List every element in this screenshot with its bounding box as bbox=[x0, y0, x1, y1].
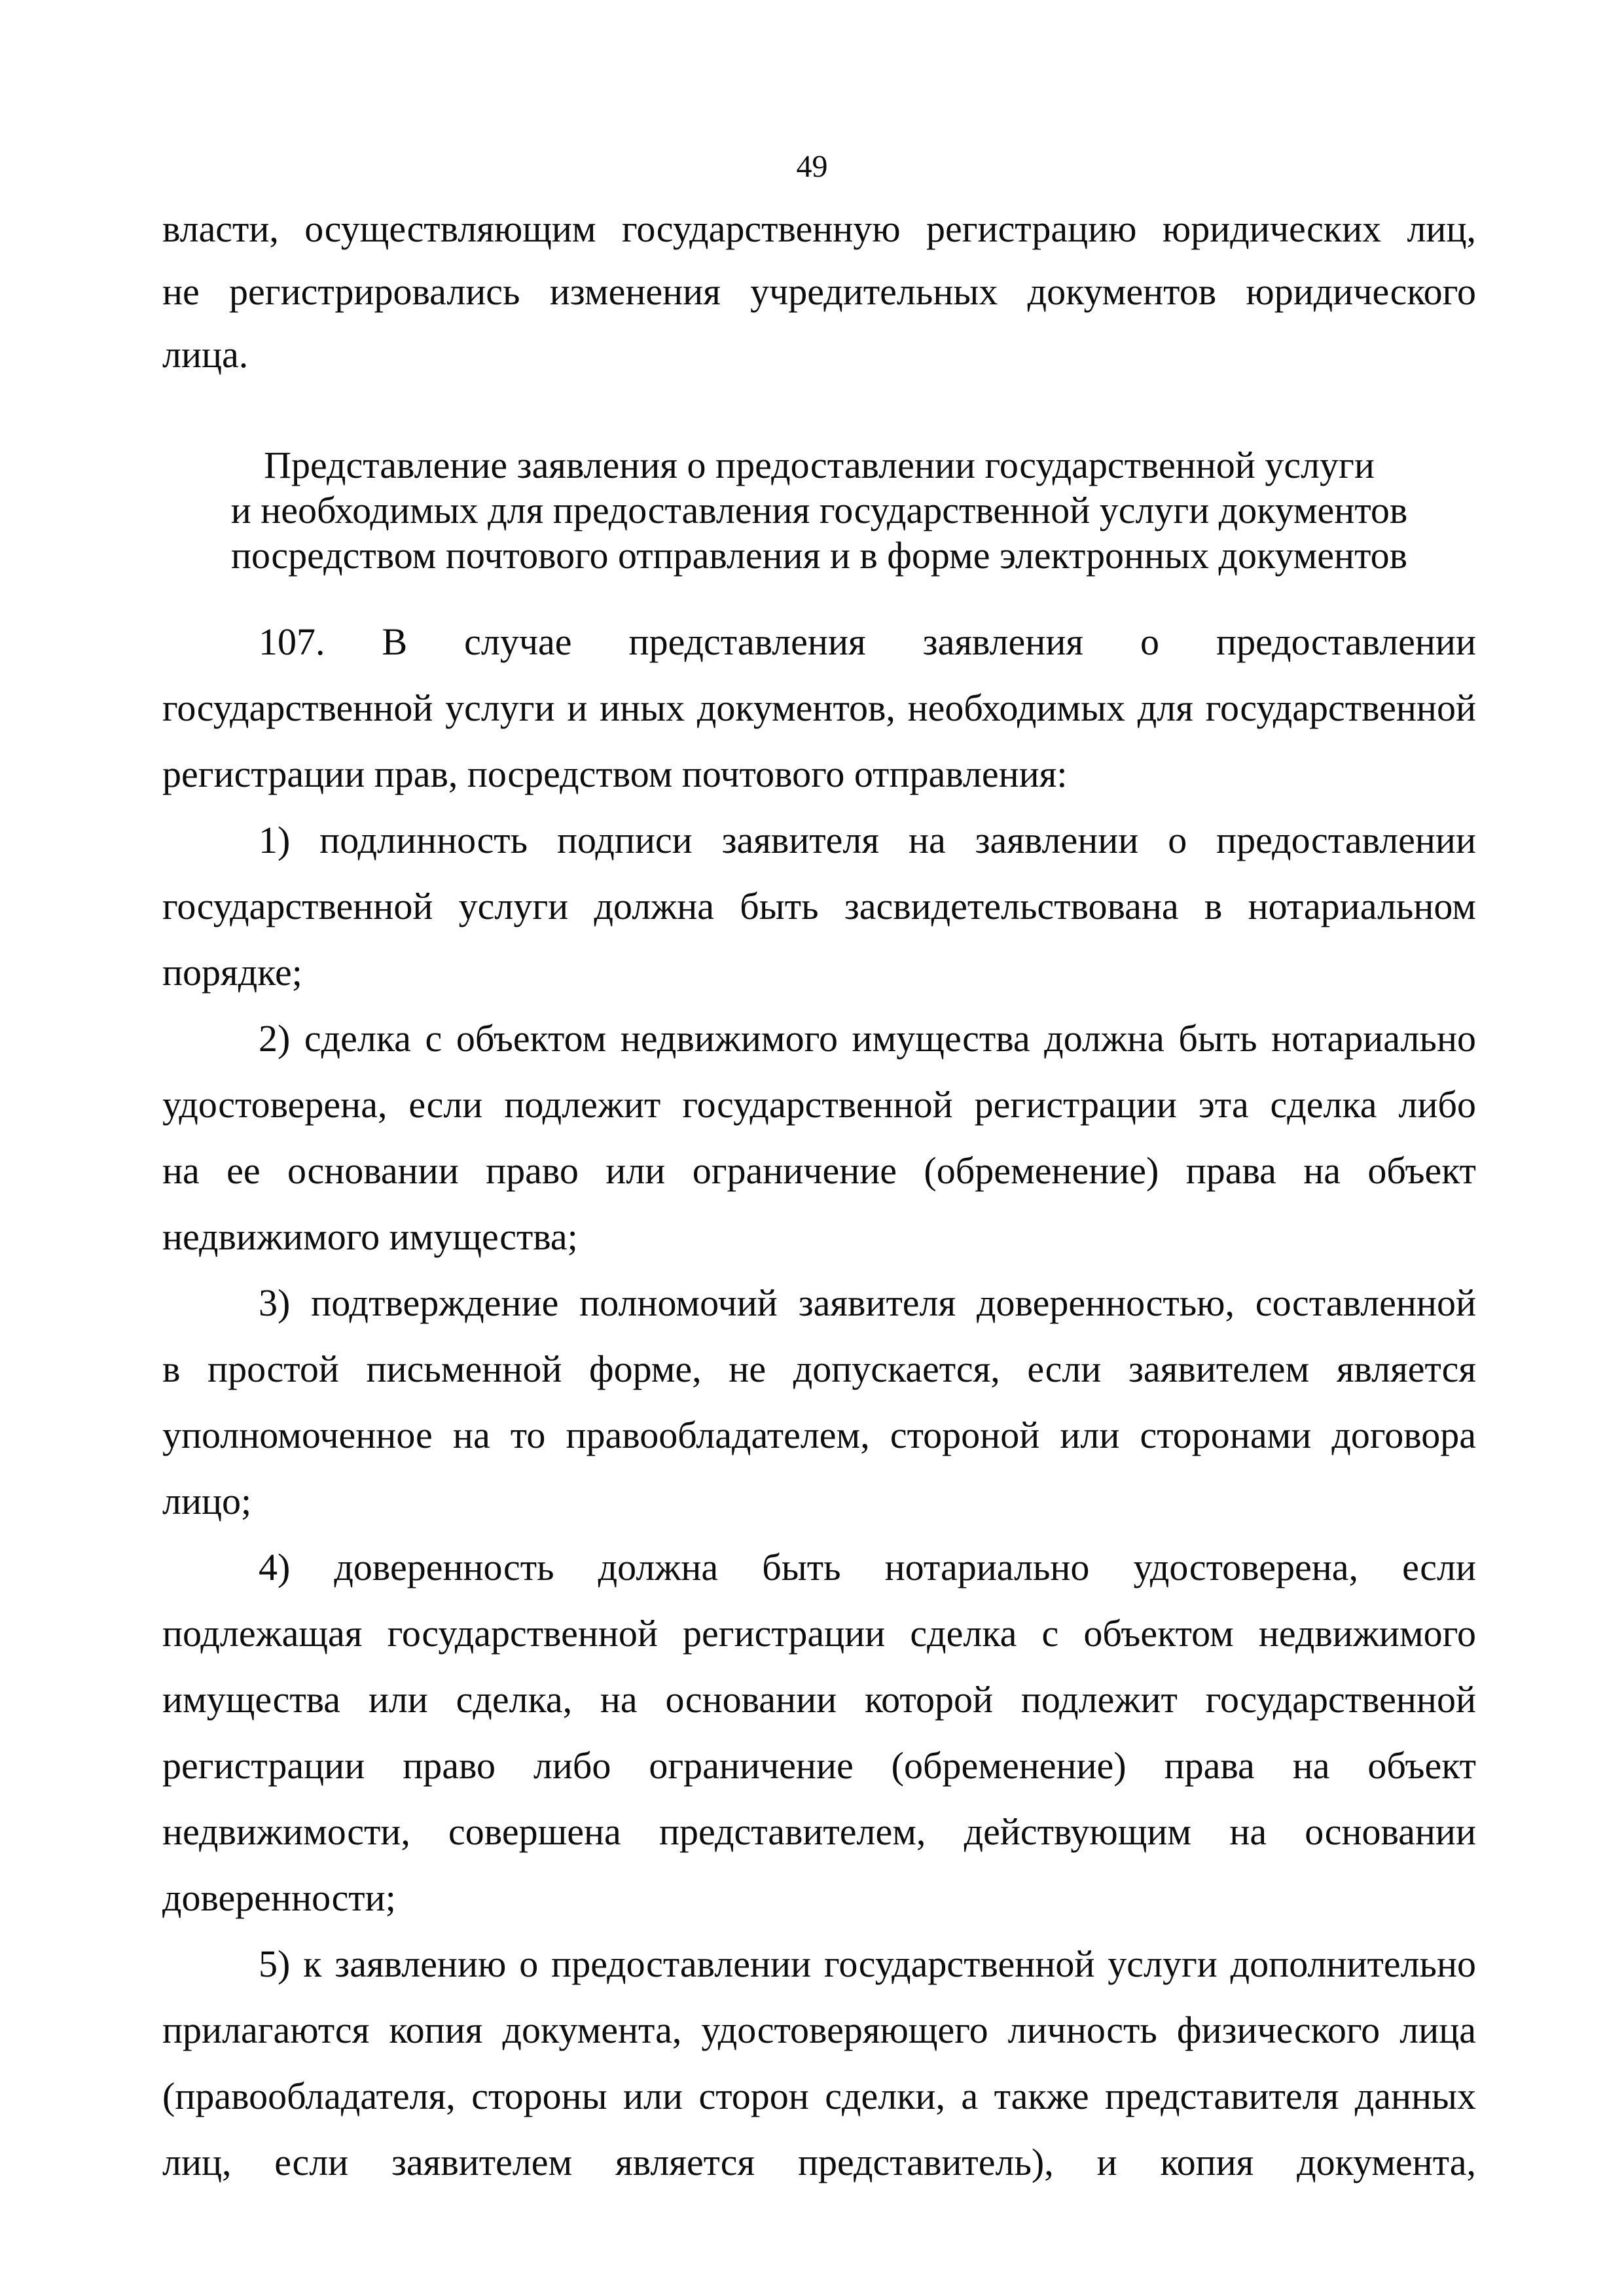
text-line: имущества или сделка, на основании которой подлежит государственной bbox=[162, 1678, 1476, 1721]
text-line: регистрации право либо ограничение (обременение) права на объект bbox=[162, 1744, 1476, 1787]
section-heading-line: посредством почтового отправления и в форме электронных документов bbox=[230, 534, 1408, 577]
text-line: недвижимости, совершена представителем, действующим на основании bbox=[162, 1810, 1476, 1853]
list-item-3 bbox=[162, 1270, 1476, 1534]
text-line: удостоверена, если подлежит государственной регистрации эта сделка либо bbox=[162, 1083, 1476, 1126]
text-line: лица. bbox=[162, 333, 249, 376]
text-line: 107. В случае представления заявления о предоставлении bbox=[259, 620, 1476, 663]
text-line: регистрации прав, посредством почтового отправления: bbox=[162, 753, 1068, 795]
section-heading-line: и необходимых для предоставления государственной услуги документов bbox=[230, 489, 1408, 531]
text-line: 3) подтверждение полномочий заявителя доверенностью, составленной bbox=[259, 1282, 1476, 1324]
text-line: не регистрировались изменения учредительных документов юридического bbox=[162, 270, 1476, 313]
text-line: 2) сделка с объектом недвижимого имущества должна быть нотариально bbox=[259, 1017, 1476, 1060]
text-line: государственной услуги и иных документов, необходимых для государственной bbox=[162, 687, 1476, 729]
text-line: уполномоченное на то правообладателем, стороной или сторонами договора bbox=[162, 1414, 1476, 1456]
page-number: 49 bbox=[796, 149, 828, 184]
text-line: в простой письменной форме, не допускается, если заявителем является bbox=[162, 1348, 1477, 1390]
text-line: 5) к заявлению о предоставлении государственной услуги дополнительно bbox=[259, 1943, 1476, 1985]
text-line: государственной услуги должна быть засвидетельствована в нотариальном bbox=[162, 885, 1476, 927]
text-line: лицо; bbox=[162, 1480, 252, 1522]
text-line: на ее основании право или ограничение (обременение) права на объект bbox=[162, 1149, 1476, 1192]
text-line: власти, осуществляющим государственную регистрацию юридических лиц, bbox=[162, 207, 1476, 250]
text-line: подлежащая государственной регистрации сделка с объектом недвижимого bbox=[162, 1612, 1476, 1655]
text-line: 4) доверенность должна быть нотариально удостоверена, если bbox=[259, 1546, 1476, 1588]
text-line: 1) подлинность подписи заявителя на заявлении о предоставлении bbox=[259, 819, 1476, 861]
text-line: (правообладателя, стороны или сторон сделки, а также представителя данных bbox=[162, 2075, 1476, 2117]
text-line: порядке; bbox=[162, 951, 302, 994]
text-line: недвижимого имущества; bbox=[162, 1215, 578, 1258]
list-item-1 bbox=[162, 807, 1476, 1005]
clause-107-paragraph bbox=[162, 609, 1476, 807]
text-line: прилагаются копия документа, удостоверяющего личность физического лица bbox=[162, 2009, 1476, 2051]
section-heading bbox=[162, 442, 1476, 578]
section-heading-line: Представление заявления о предоставлении государственной услуги bbox=[264, 444, 1375, 486]
list-item-2 bbox=[162, 1005, 1476, 1270]
list-item-5 bbox=[162, 1931, 1476, 2195]
text-line: доверенности; bbox=[162, 1876, 396, 1919]
section-body bbox=[162, 609, 1476, 2195]
text-line: лиц, если заявителем является представитель), и копия документа, bbox=[162, 2141, 1476, 2183]
intro-paragraph bbox=[162, 198, 1476, 386]
list-item-4 bbox=[162, 1534, 1476, 1931]
